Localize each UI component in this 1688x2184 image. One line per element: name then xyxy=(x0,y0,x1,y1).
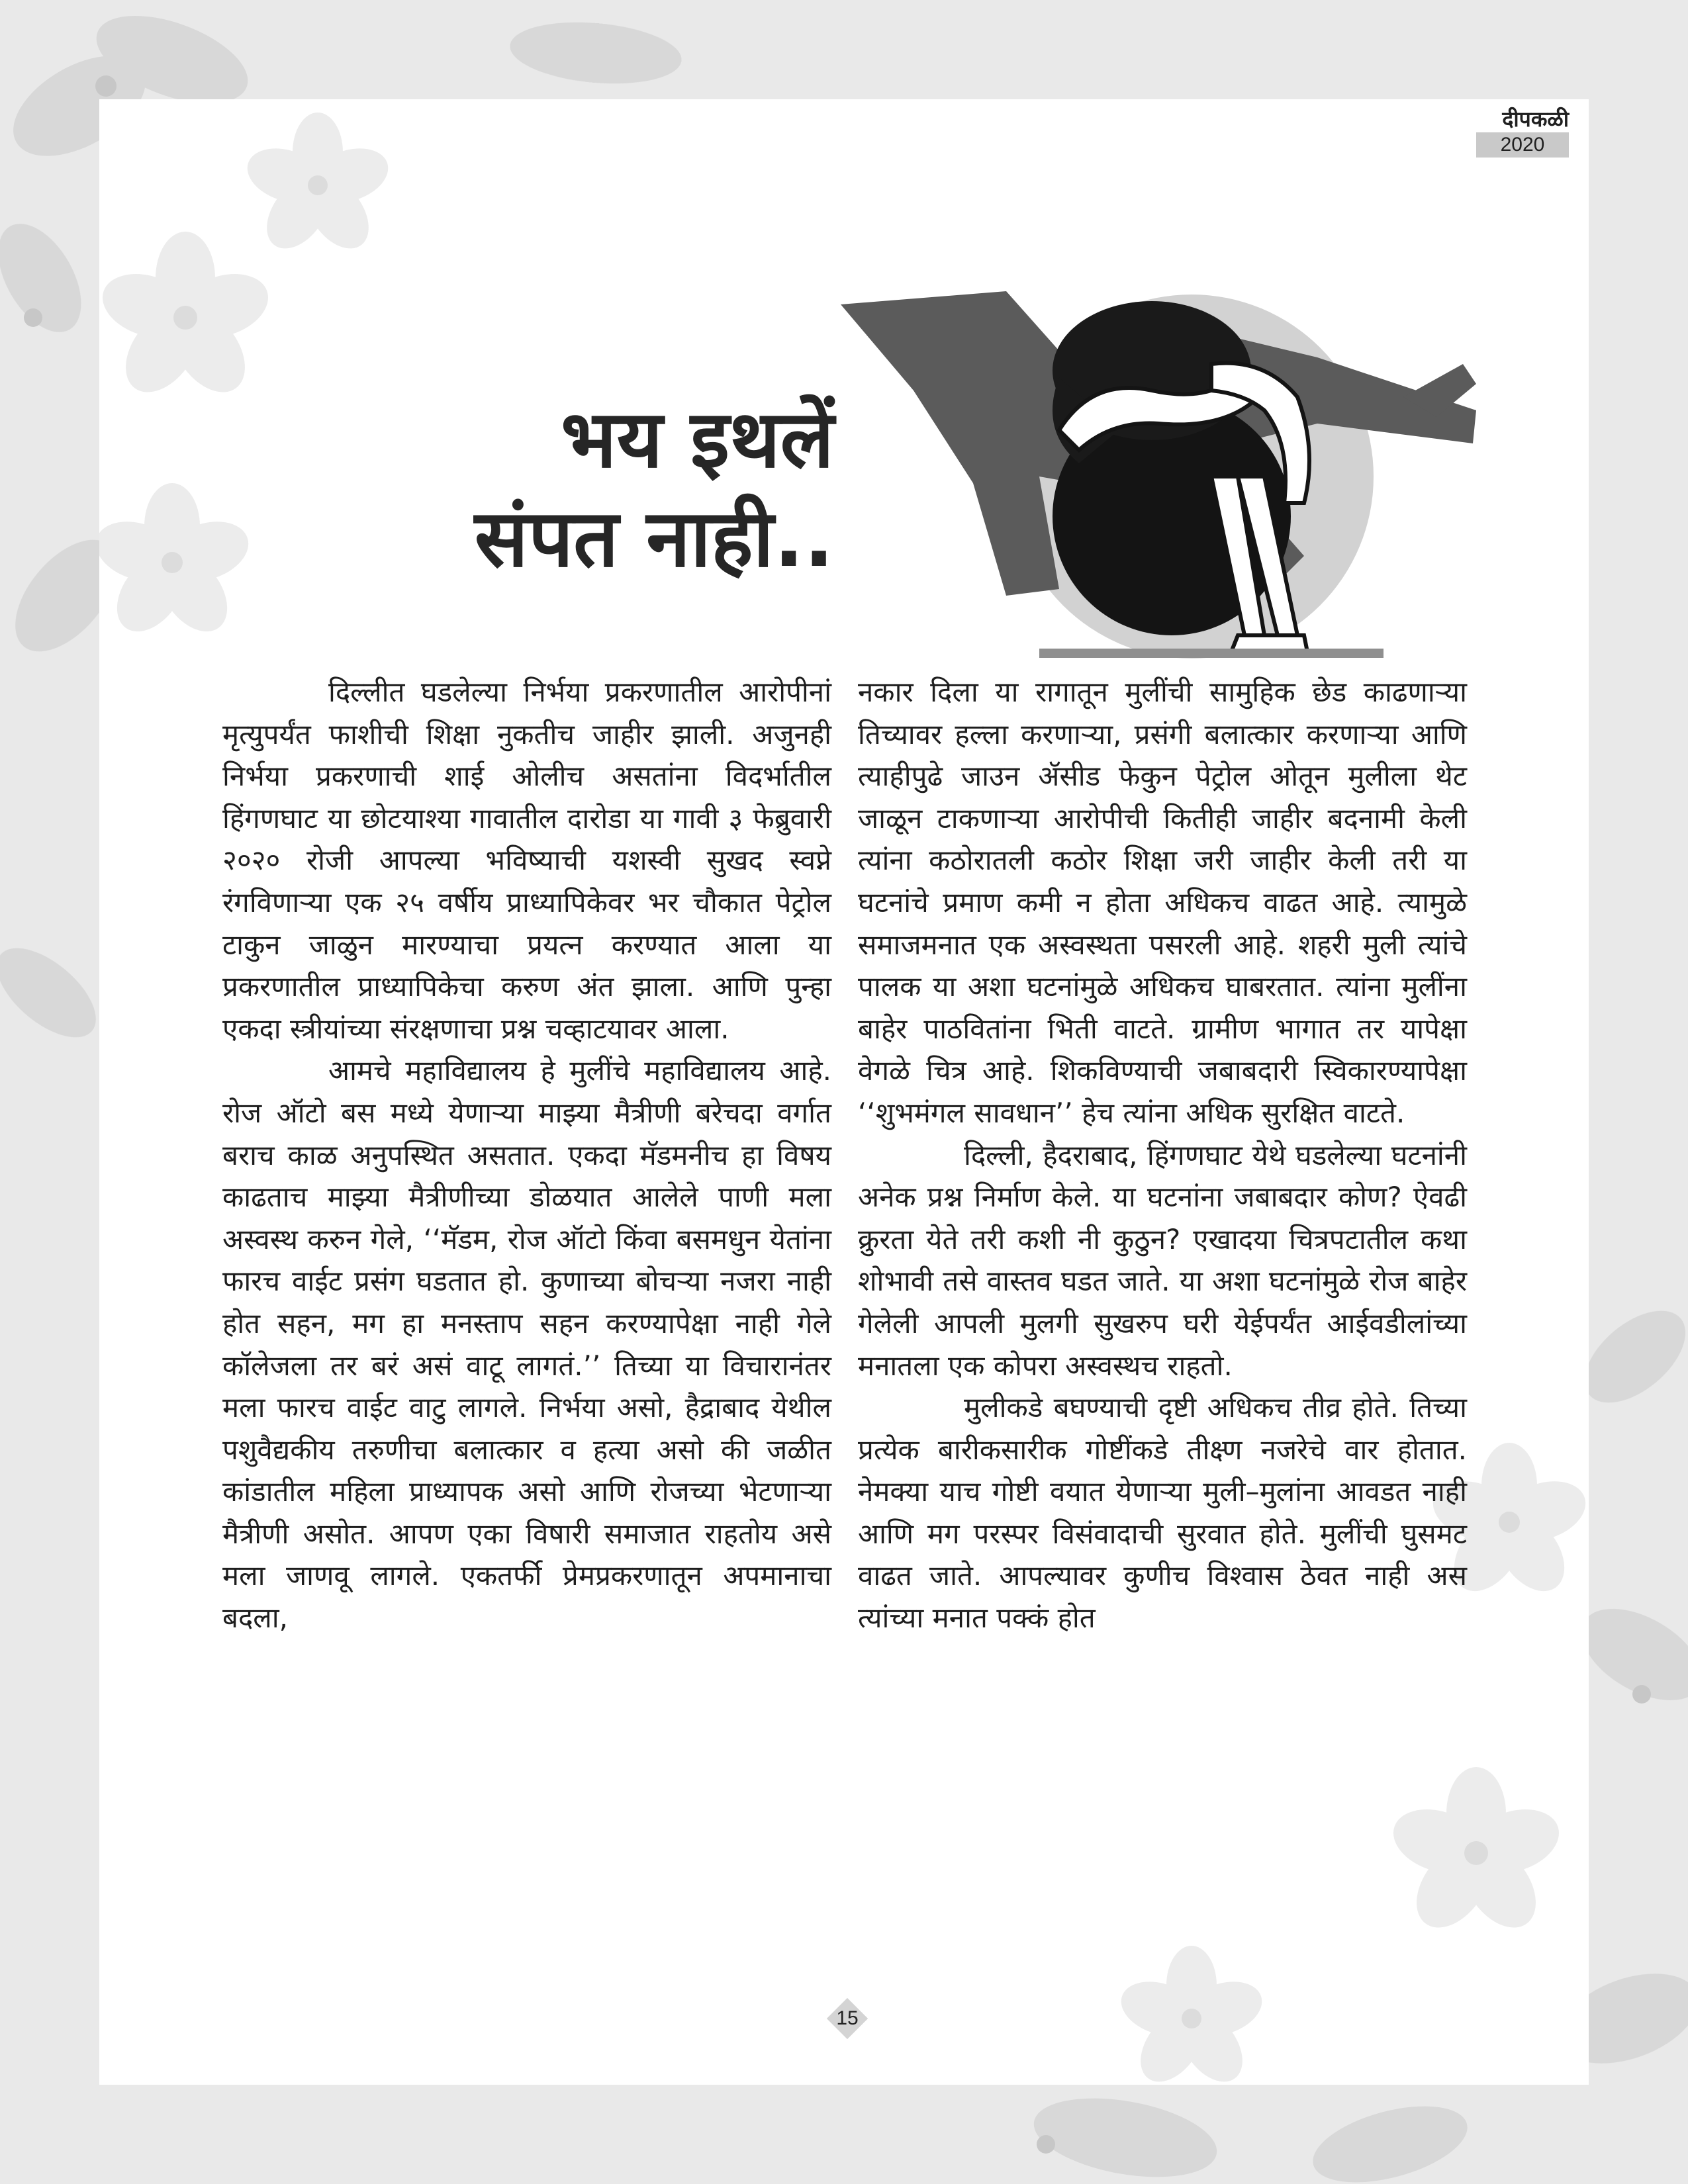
masthead xyxy=(1476,106,1569,158)
issue-year: 2020 xyxy=(1476,132,1569,158)
crouching-figure-illustration xyxy=(841,278,1476,662)
article-column-right xyxy=(858,671,1467,1639)
magazine-name: दीपकळी xyxy=(1502,107,1569,132)
paragraph: दिल्लीत घडलेल्या निर्भया प्रकरणातील आरोपीनां मृत्युपर्यंत फाशीची शिक्षा नुकतीच जाहीर झाली. अजुनही निर्भया प्रकरणाची शाई ओलीच असतांना विदर्भातील हिंगणघाट या छोटयाश्या गावातील दारोडा या गावी ३ फेब्रुवारी २०२० रोजी आपल्या भविष्याची यशस्वी सुखद स्वप्ने रंगविणाऱ्या एक २५ वर्षीय प्राध्यापिकेवर भर चौकात पेट्रोल टाकुन जाळुन मारण्याचा प्रयत्न करण्यात आला या प्रकरणातील प्राध्यापिकेचा करुण अंत झाला. आणि पुन्हा एकदा स्त्रीयांच्या संरक्षणाचा प्रश्न चव्हाटयावर आला. xyxy=(222,676,831,1045)
article-title xyxy=(410,390,834,589)
title-line-1: भय इथलें xyxy=(561,394,834,486)
page-number-label: 15 xyxy=(836,2007,859,2029)
title-line-2: संपत नाही.. xyxy=(474,493,834,585)
paragraph: आमचे महाविद्यालय हे मुलींचे महाविद्यालय आहे. रोज ऑटो बस मध्ये येणाऱ्या माझ्या मैत्रीणी बरेचदा वर्गात बराच काळ अनुपस्थित असतात. एकदा मॅडमनीच हा विषय काढताच माझ्या मैत्रीणीच्या डोळयात आलेले पाणी मला अस्वस्थ करुन गेले, ‘‘मॅडम, रोज ऑटो किंवा बसमधुन येतांना फारच वाईट प्रसंग घडतात हो. कुणाच्या बोचऱ्या नजरा नाही होत सहन, मग हा मनस्ताप सहन करण्यापेक्षा नाही गेले कॉलेजला तर बरं असं वाटू लागतं.’’ तिच्या या विचारानंतर मला फारच वाईट वाटु लागले. निर्भया असो, हैद्राबाद येथील पशुवैद्यकीय तरुणीचा बलात्कार व हत्या असो की जळीत कांडातील महिला प्राध्यापक असो आणि रोजच्या भेटणाऱ्या मैत्रीणी असोत. आपण एका विषारी समाजात राहतोय असे मला जाणवू लागले. एकतर्फी प्रेमप्रकरणातून अपमानाचा बदला, xyxy=(222,1054,831,1635)
paragraph: नकार दिला या रागातून मुलींची सामुहिक छेड काढणाऱ्या तिच्यावर हल्ला करणाऱ्या, प्रसंगी बलात्कार करणाऱ्या आणि त्याहीपुढे जाउन ॲसीड फेकुन पेट्रोल ओतून मुलीला थेट जाळून टाकणाऱ्या आरोपीची कितीही जाहीर बदनामी केली त्यांना कठोरातली कठोर शिक्षा जरी जाहीर केली तरी या घटनांचे प्रमाण कमी न होता अधिकच वाढत आहे. त्यामुळे समाजमनात एक अस्वस्थता पसरली आहे. शहरी मुली त्यांचे पालक या अशा घटनांमुळे अधिकच घाबरतात. त्यांना मुलींना बाहेर पाठवितांना भिती वाटते. ग्रामीण भागात तर यापेक्षा वेगळे चित्र आहे. शिकविण्याची जबाबदारी स्विकारण्यापेक्षा ‘‘शुभमंगल सावधान’’ हेच त्यांना अधिक सुरक्षित वाटते. xyxy=(858,676,1467,1129)
page-number xyxy=(827,1999,867,2038)
article-column-left xyxy=(222,671,831,1639)
paragraph: दिल्ली, हैदराबाद, हिंगणघाट येथे घडलेल्या घटनांनी अनेक प्रश्न निर्माण केले. या घटनांना जबाबदार कोण? ऐवढी क्रुरता येते तरी कशी नी कुठुन? एखादया चित्रपटातील कथा शोभावी तसे वास्तव घडत जाते. या अशा घटनांमुळे रोज बाहेर गेलेली आपली मुलगी सुखरुप घरी येईपर्यंत आईवडीलांच्या मनातला एक कोपरा अस्वस्थच राहतो. xyxy=(858,1138,1467,1382)
paragraph: मुलीकडे बघण्याची दृष्टी अधिकच तीव्र होते. तिच्या प्रत्येक बारीकसारीक गोष्टींकडे तीक्ष्ण नजरेचे वार होतात. नेमक्या याच गोष्टी वयात येणाऱ्या मुली–मुलांना आवडत नाही आणि मग परस्पर विसंवादाची सुरवात होते. मुलींची घुसमट वाढत जाते. आपल्यावर कुणीच विश्वास ठेवत नाही अस त्यांच्या मनात पक्कं होत xyxy=(858,1391,1467,1635)
